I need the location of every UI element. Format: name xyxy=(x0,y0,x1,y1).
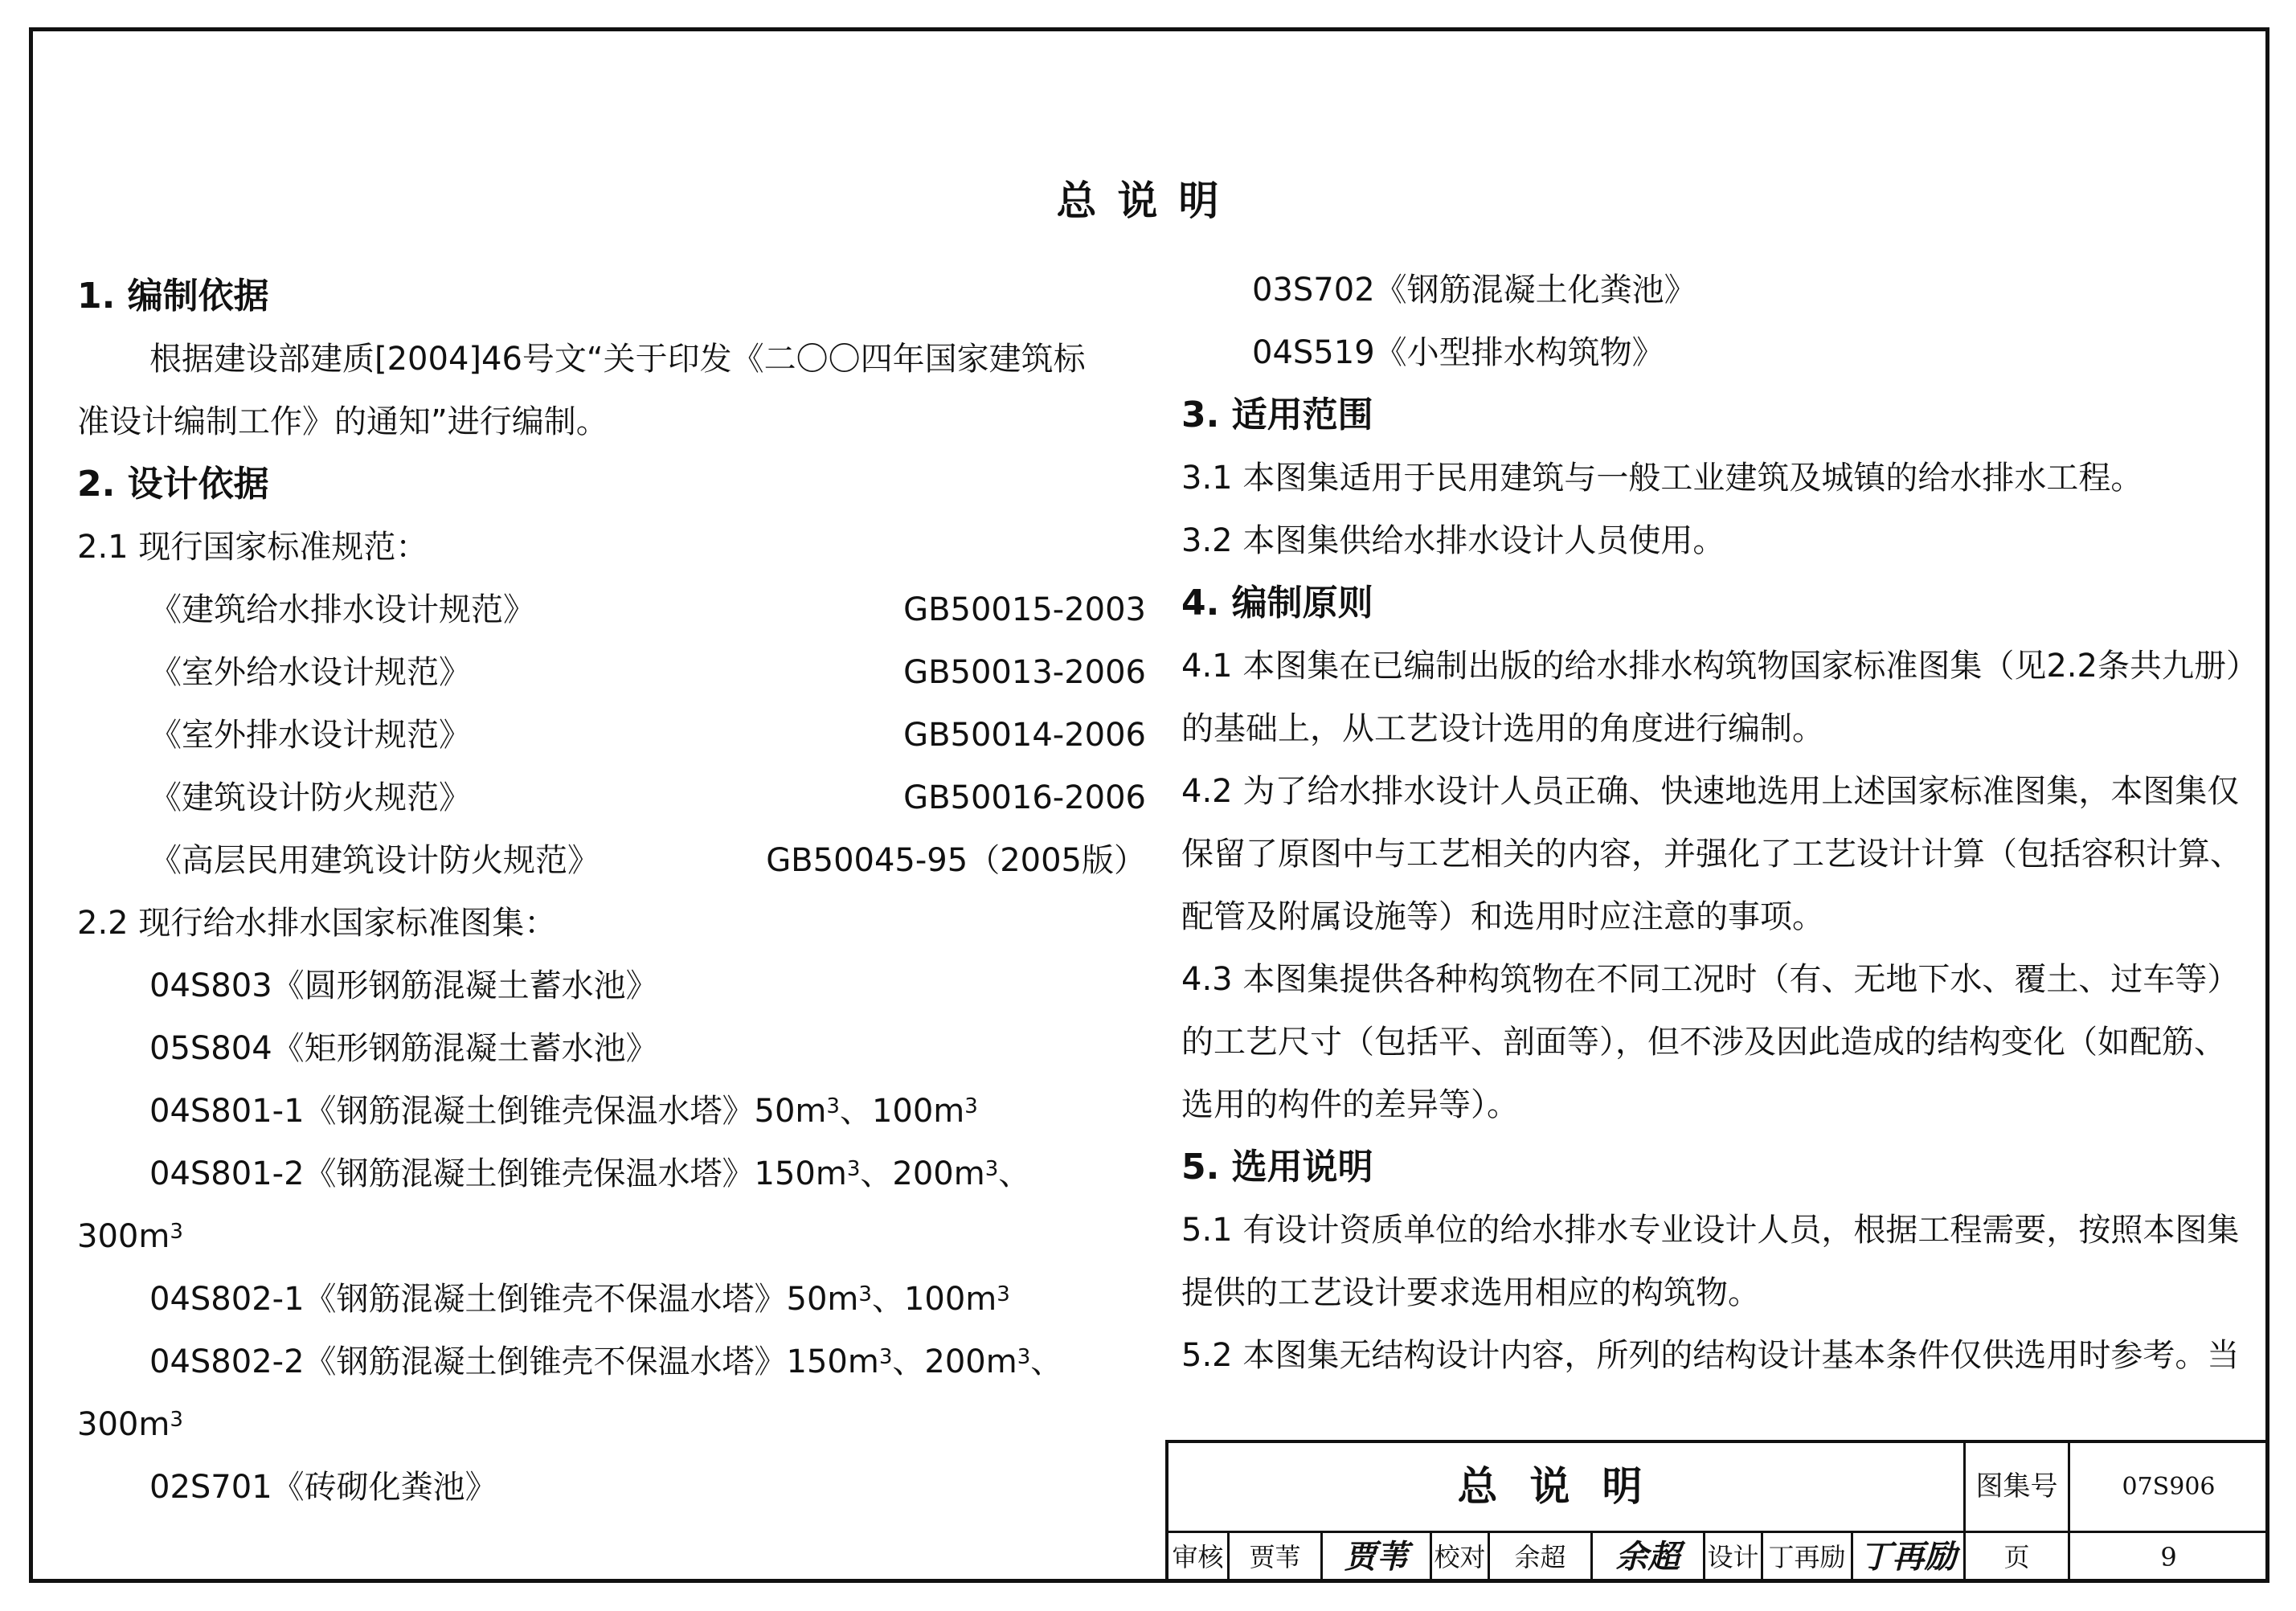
page-label: 页 xyxy=(1966,1533,2070,1581)
title-block xyxy=(1165,1440,2267,1581)
capacity-value: 100m xyxy=(903,1281,997,1318)
capacity-value: 50m xyxy=(754,1093,827,1130)
left-column xyxy=(77,265,1146,1519)
section-1-heading: 1. 编制依据 xyxy=(77,276,269,317)
capacity-value: 150m xyxy=(786,1343,879,1380)
section-4-heading: 4. 编制原则 xyxy=(1181,583,1373,624)
atlas-item-text: 04S802-1《钢筋混凝土倒锥壳不保温水塔》 xyxy=(149,1281,787,1318)
atlas-item-text: 04S802-2《钢筋混凝土倒锥壳不保温水塔》 xyxy=(149,1343,787,1380)
section-2-2-heading: 2.2 现行给水排水国家标准图集： xyxy=(77,905,557,942)
section-4-1-line-1: 4.1 本图集在已编制出版的给水排水构筑物国家标准图集（见2.2条共九册） xyxy=(1181,648,2258,685)
superscript: 3 xyxy=(846,1157,861,1181)
standard-row xyxy=(77,641,1146,704)
standard-code: GB50015-2003 xyxy=(903,591,1146,628)
superscript: 3 xyxy=(170,1220,183,1244)
capacity-value: 300m xyxy=(77,1218,170,1255)
section-3-heading: 3. 适用范围 xyxy=(1181,395,1373,435)
section-4-3-line-2: 的工艺尺寸（包括平、剖面等），但不涉及因此造成的结构变化（如配筋、 xyxy=(1181,1024,2226,1061)
atlas-item xyxy=(77,1268,1138,1331)
superscript: 3 xyxy=(826,1094,840,1118)
superscript: 3 xyxy=(964,1094,978,1118)
capacity-value: 100m xyxy=(871,1093,965,1130)
section-2-heading: 2. 设计依据 xyxy=(77,464,269,505)
design-label: 设计 xyxy=(1705,1533,1763,1581)
capacity-value: 150m xyxy=(754,1155,847,1192)
section-3-2: 3.2 本图集供给水排水设计人员使用。 xyxy=(1181,522,1725,559)
atlas-item-continuation xyxy=(77,1393,1138,1456)
atlas-item: 04S519《小型排水构筑物》 xyxy=(1252,334,1664,371)
atlas-item xyxy=(77,1080,1138,1143)
atlas-item-text: 04S801-1《钢筋混凝土倒锥壳保温水塔》 xyxy=(149,1093,755,1130)
separator: 、 xyxy=(998,1155,1031,1192)
standard-code: GB50014-2006 xyxy=(903,717,1146,754)
standard-row xyxy=(77,579,1146,641)
atlas-item: 03S702《钢筋混凝土化粪池》 xyxy=(1252,272,1696,309)
separator: 、 xyxy=(892,1343,925,1380)
standard-name: 《高层民用建筑设计防火规范》 xyxy=(149,842,600,879)
atlas-item: 05S804《矩形钢筋混凝土蓄水池》 xyxy=(149,1030,658,1067)
separator: 、 xyxy=(1030,1343,1063,1380)
section-4-1-line-2: 的基础上，从工艺设计选用的角度进行编制。 xyxy=(1181,710,1824,747)
standard-code: GB50045-95（2005版） xyxy=(766,842,1146,879)
atlas-item xyxy=(77,1143,1138,1205)
section-5-heading: 5. 选用说明 xyxy=(1181,1147,1373,1188)
title-block-title: 总说明 xyxy=(1168,1443,1966,1531)
atlas-item: 02S701《砖砌化粪池》 xyxy=(149,1469,497,1506)
section-3-1: 3.1 本图集适用于民用建筑与一般工业建筑及城镇的给水排水工程。 xyxy=(1181,460,2143,497)
standard-row xyxy=(77,829,1146,892)
atlas-number: 07S906 xyxy=(2122,1473,2216,1501)
section-4-2-line-2: 保留了原图中与工艺相关的内容，并强化了工艺设计计算（包括容积计算、 xyxy=(1181,836,2242,873)
right-column xyxy=(1181,259,2258,1387)
capacity-value: 300m xyxy=(77,1406,170,1443)
capacity-value: 200m xyxy=(924,1343,1017,1380)
atlas-item-continuation xyxy=(77,1205,1138,1268)
checker-signature: 余超 xyxy=(1593,1533,1705,1581)
standard-name: 《室外排水设计规范》 xyxy=(149,717,471,754)
atlas-item xyxy=(77,1331,1138,1393)
standard-code: GB50016-2006 xyxy=(903,779,1146,816)
capacity-value: 200m xyxy=(892,1155,985,1192)
superscript: 3 xyxy=(984,1157,999,1181)
separator: 、 xyxy=(860,1155,893,1192)
reviewer-name: 贾苇 xyxy=(1230,1533,1323,1581)
superscript: 3 xyxy=(997,1282,1010,1306)
page-title: 总说明 xyxy=(1056,178,1240,224)
section-2-1-heading: 2.1 现行国家标准规范： xyxy=(77,529,428,566)
title-block-row-1 xyxy=(1168,1443,2267,1533)
section-1-text-line-2: 准设计编制工作》的通知”进行编制。 xyxy=(77,403,608,440)
superscript: 3 xyxy=(878,1345,893,1369)
section-5-2-line-1: 5.2 本图集无结构设计内容，所列的结构设计基本条件仅供选用时参考。当 xyxy=(1181,1337,2240,1374)
section-1-text-line-1: 根据建设部建质[2004]46号文“关于印发《二〇〇四年国家建筑标 xyxy=(149,341,1086,378)
section-4-3-line-1: 4.3 本图集提供各种构筑物在不同工况时（有、无地下水、覆土、过车等） xyxy=(1181,961,2240,998)
superscript: 3 xyxy=(170,1408,183,1432)
section-4-2-line-3: 配管及附属设施等）和选用时应注意的事项。 xyxy=(1181,898,1824,935)
check-label: 校对 xyxy=(1432,1533,1490,1581)
standard-name: 《建筑设计防火规范》 xyxy=(149,779,471,816)
standard-row xyxy=(77,767,1146,829)
atlas-number-label: 图集号 xyxy=(1966,1443,2070,1531)
section-4-2-line-1: 4.2 为了给水排水设计人员正确、快速地选用上述国家标准图集，本图集仅 xyxy=(1181,773,2240,810)
standard-name: 《建筑给水排水设计规范》 xyxy=(149,591,535,628)
reviewer-signature: 贾苇 xyxy=(1323,1533,1432,1581)
checker-name: 余超 xyxy=(1490,1533,1593,1581)
capacity-value: 50m xyxy=(786,1281,859,1318)
superscript: 3 xyxy=(858,1282,872,1306)
standard-row xyxy=(77,704,1146,767)
separator: 、 xyxy=(839,1093,872,1130)
title-block-row-2 xyxy=(1168,1533,2267,1581)
designer-name: 丁再励 xyxy=(1763,1533,1853,1581)
section-5-1-line-2: 提供的工艺设计要求选用相应的构筑物。 xyxy=(1181,1274,1760,1311)
atlas-item-text: 04S801-2《钢筋混凝土倒锥壳保温水塔》 xyxy=(149,1155,755,1192)
section-5-1-line-1: 5.1 有设计资质单位的给水排水专业设计人员，根据工程需要，按照本图集 xyxy=(1181,1212,2240,1249)
designer-signature: 丁再励 xyxy=(1853,1533,1966,1581)
review-label: 审核 xyxy=(1168,1533,1230,1581)
standard-code: GB50013-2006 xyxy=(903,654,1146,691)
atlas-item: 04S803《圆形钢筋混凝土蓄水池》 xyxy=(149,967,658,1004)
page-number: 9 xyxy=(2160,1542,2177,1572)
standard-name: 《室外给水设计规范》 xyxy=(149,654,471,691)
superscript: 3 xyxy=(1017,1345,1031,1369)
separator: 、 xyxy=(871,1281,904,1318)
section-4-3-line-3: 选用的构件的差异等）。 xyxy=(1181,1086,1519,1123)
